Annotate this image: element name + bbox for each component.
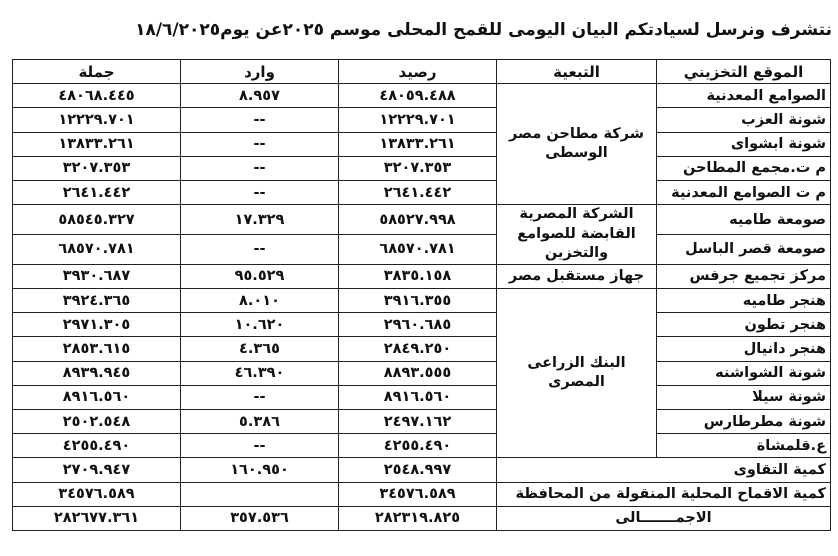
incoming-cell: --: [181, 180, 339, 204]
balance-cell: ٢٦٤١.٤٤٢: [339, 180, 497, 204]
incoming-cell: ١٧.٣٢٩: [181, 205, 339, 235]
total-cell: ٢٦٤١.٤٤٢: [13, 180, 181, 204]
incoming-cell: [181, 482, 339, 506]
incoming-cell: ٩٥.٥٢٩: [181, 264, 339, 288]
incoming-cell: ٥.٣٨٦: [181, 409, 339, 433]
transfer-row: [13, 482, 831, 506]
location-cell: شونة الشواشنه: [657, 361, 831, 385]
location-cell: م ت.مجمع المطاحن: [657, 156, 831, 180]
total-cell: ٤٢٥٥.٤٩٠: [13, 434, 181, 458]
total-cell: ٦٨٥٧٠.٧٨١: [13, 234, 181, 264]
location-cell: صومعة قصر الباسل: [657, 234, 831, 264]
affiliation-cell: البنك الزراعى المصرى: [497, 289, 657, 458]
table-row: [13, 337, 831, 361]
balance-cell: ١٢٢٢٩.٧٠١: [339, 108, 497, 132]
total-cell: ٣٩٣٠.٦٨٧: [13, 264, 181, 288]
balance-cell: ٢٨٢٣١٩.٨٢٥: [339, 506, 497, 530]
total-cell: ٢٥٠٢.٥٤٨: [13, 409, 181, 433]
balance-cell: ٤٢٥٥.٤٩٠: [339, 434, 497, 458]
incoming-cell: --: [181, 132, 339, 156]
grand-total-label: الاجمـــــــالى: [497, 506, 831, 530]
total-cell: ٨٩١٦.٥٦٠: [13, 385, 181, 409]
incoming-cell: --: [181, 434, 339, 458]
total-cell: ٢٨٢٦٧٧.٣٦١: [13, 506, 181, 530]
total-cell: ٣٤٥٧٦.٥٨٩: [13, 482, 181, 506]
total-cell: ١٣٨٣٣.٢٦١: [13, 132, 181, 156]
location-cell: شونة ابشواى: [657, 132, 831, 156]
table-row: [13, 385, 831, 409]
incoming-cell: ١٦٠.٩٥٠: [181, 458, 339, 482]
location-cell: هنجر طاميه: [657, 289, 831, 313]
table-row: [13, 108, 831, 132]
total-cell: ١٢٢٢٩.٧٠١: [13, 108, 181, 132]
balance-cell: ٣٨٣٥.١٥٨: [339, 264, 497, 288]
balance-cell: ٢٩٦٠.٦٨٥: [339, 313, 497, 337]
table-row: [13, 180, 831, 204]
total-cell: ٥٨٥٤٥.٣٢٧: [13, 205, 181, 235]
total-cell: ٢٧٠٩.٩٤٧: [13, 458, 181, 482]
location-cell: هنجر دانيال: [657, 337, 831, 361]
incoming-cell: ٤٦.٣٩٠: [181, 361, 339, 385]
total-cell: ٨٩٣٩.٩٤٥: [13, 361, 181, 385]
incoming-cell: --: [181, 385, 339, 409]
header-affiliation: التبعية: [497, 60, 657, 84]
grand-total-row: [13, 506, 831, 530]
header-location: الموقع التخزيني: [657, 60, 831, 84]
table-row: [13, 234, 831, 264]
balance-cell: ٢٤٩٧.١٦٢: [339, 409, 497, 433]
total-cell: ٤٨٠٦٨.٤٤٥: [13, 84, 181, 108]
balance-cell: ٣٤٥٧٦.٥٨٩: [339, 482, 497, 506]
balance-cell: ٨٩١٦.٥٦٠: [339, 385, 497, 409]
incoming-cell: ٨.٠١٠: [181, 289, 339, 313]
table-row: [13, 313, 831, 337]
balance-cell: ٨٨٩٣.٥٥٥: [339, 361, 497, 385]
header-incoming: وارد: [181, 60, 339, 84]
report-title: نتشرف ونرسل لسيادتكم البيان اليومى للقمح المحلى موسم ٢٠٢٥عن يوم١٨/٦/٢٠٢٥: [135, 20, 832, 40]
location-cell: مركز تجميع جرفس: [657, 264, 831, 288]
balance-cell: ٢٥٤٨.٩٩٧: [339, 458, 497, 482]
seeds-row: [13, 458, 831, 482]
location-cell: شونة العزب: [657, 108, 831, 132]
total-cell: ٢٨٥٣.٦١٥: [13, 337, 181, 361]
header-row: [13, 60, 831, 84]
balance-cell: ٢٨٤٩.٢٥٠: [339, 337, 497, 361]
transfer-label: كمية الاقماح المحلية المنقولة من المحافظة: [497, 482, 831, 506]
location-cell: شونة سيلا: [657, 385, 831, 409]
balance-cell: ٣٢٠٧.٣٥٣: [339, 156, 497, 180]
balance-cell: ١٣٨٣٣.٢٦١: [339, 132, 497, 156]
location-cell: صومعة طاميه: [657, 205, 831, 235]
total-cell: ٣٩٢٤.٣٦٥: [13, 289, 181, 313]
table-row: [13, 434, 831, 458]
table-row: [13, 264, 831, 288]
table-row: [13, 361, 831, 385]
balance-cell: ٤٨٠٥٩.٤٨٨: [339, 84, 497, 108]
incoming-cell: --: [181, 234, 339, 264]
header-total: جملة: [13, 60, 181, 84]
incoming-cell: --: [181, 156, 339, 180]
table-row: [13, 132, 831, 156]
incoming-cell: ٤.٣٦٥: [181, 337, 339, 361]
location-cell: الصوامع المعدنية: [657, 84, 831, 108]
balance-cell: ٥٨٥٢٧.٩٩٨: [339, 205, 497, 235]
affiliation-cell: شركة مطاحن مصر الوسطى: [497, 84, 657, 205]
table-row: [13, 156, 831, 180]
header-balance: رصيد: [339, 60, 497, 84]
table-row: [13, 409, 831, 433]
incoming-cell: ١٠.٦٢٠: [181, 313, 339, 337]
balance-cell: ٦٨٥٧٠.٧٨١: [339, 234, 497, 264]
incoming-cell: ٨.٩٥٧: [181, 84, 339, 108]
table-row: [13, 84, 831, 108]
table-row: [13, 289, 831, 313]
location-cell: شونة مطرطارس: [657, 409, 831, 433]
balance-cell: ٣٩١٦.٣٥٥: [339, 289, 497, 313]
location-cell: ع.قلمشاة: [657, 434, 831, 458]
location-cell: م ت الصوامع المعدنية: [657, 180, 831, 204]
affiliation-cell: الشركة المصرية القابضة للصوامع والتخزين: [497, 205, 657, 265]
wheat-report-table: [12, 59, 831, 531]
total-cell: ٣٢٠٧.٣٥٣: [13, 156, 181, 180]
affiliation-cell: جهاز مستقبل مصر: [497, 264, 657, 288]
incoming-cell: ٣٥٧.٥٣٦: [181, 506, 339, 530]
total-cell: ٢٩٧١.٣٠٥: [13, 313, 181, 337]
seeds-label: كمية التقاوى: [497, 458, 831, 482]
incoming-cell: --: [181, 108, 339, 132]
location-cell: هنجر تطون: [657, 313, 831, 337]
table-row: [13, 205, 831, 235]
